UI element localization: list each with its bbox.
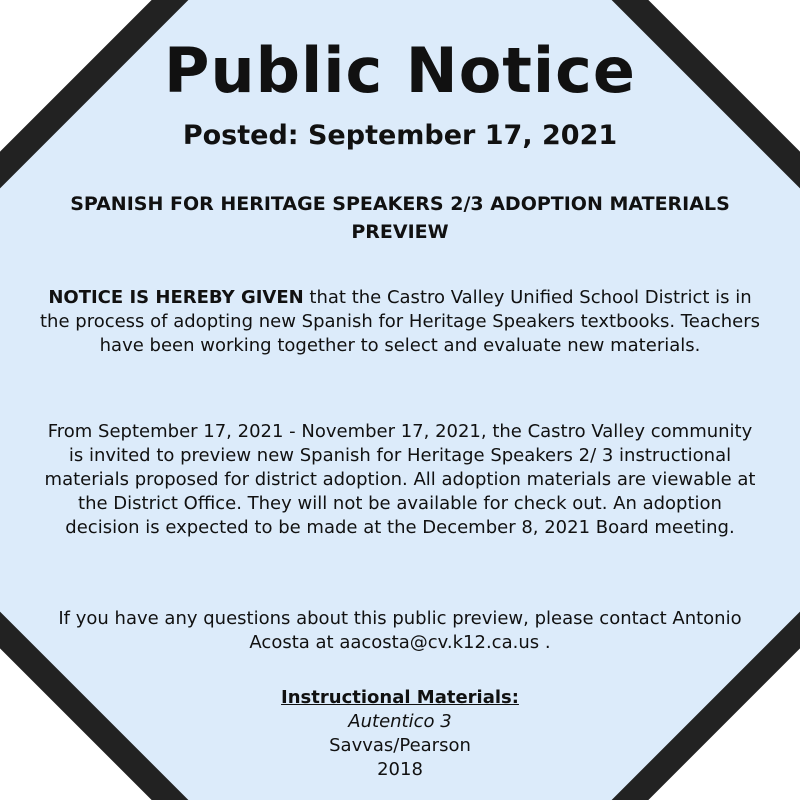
notice-lead: NOTICE IS HEREBY GIVEN xyxy=(48,287,304,308)
notice-paragraph-2: From September 17, 2021 - November 17, 2021, the Castro Valley community is invited to preview new Spanish for Heritage Speakers 2/ 3 instructional materials proposed for district adoption. All adoption materials are viewable at the District Office. They will not be available for check out. An adoption decision is expected to be made at the December 8, 2021 Board meeting. xyxy=(44,421,756,538)
notice-paragraph-3: If you have any questions about this public preview, please contact Antonio Acosta at aacosta@cv.k12.ca.us . xyxy=(58,608,742,653)
materials-year: 2018 xyxy=(377,759,423,780)
materials-publisher: Savvas/Pearson xyxy=(329,735,471,756)
notice-paragraph-1 xyxy=(40,286,760,358)
notice-paragraph-1-text: that the Castro Valley Unified School District is in the process of adopting new Spanish for Heritage Speakers textbooks. Teachers have been working together to select and evaluate new materials. xyxy=(40,287,760,356)
materials-heading: Instructional Materials: xyxy=(281,687,519,708)
notice-title: Public Notice xyxy=(164,34,636,107)
materials-title: Autentico 3 xyxy=(348,711,452,732)
notice-heading: SPANISH FOR HERITAGE SPEAKERS 2/3 ADOPTION MATERIALS PREVIEW xyxy=(70,193,730,243)
posted-date: Posted: September 17, 2021 xyxy=(182,120,618,151)
materials-section xyxy=(0,686,800,782)
